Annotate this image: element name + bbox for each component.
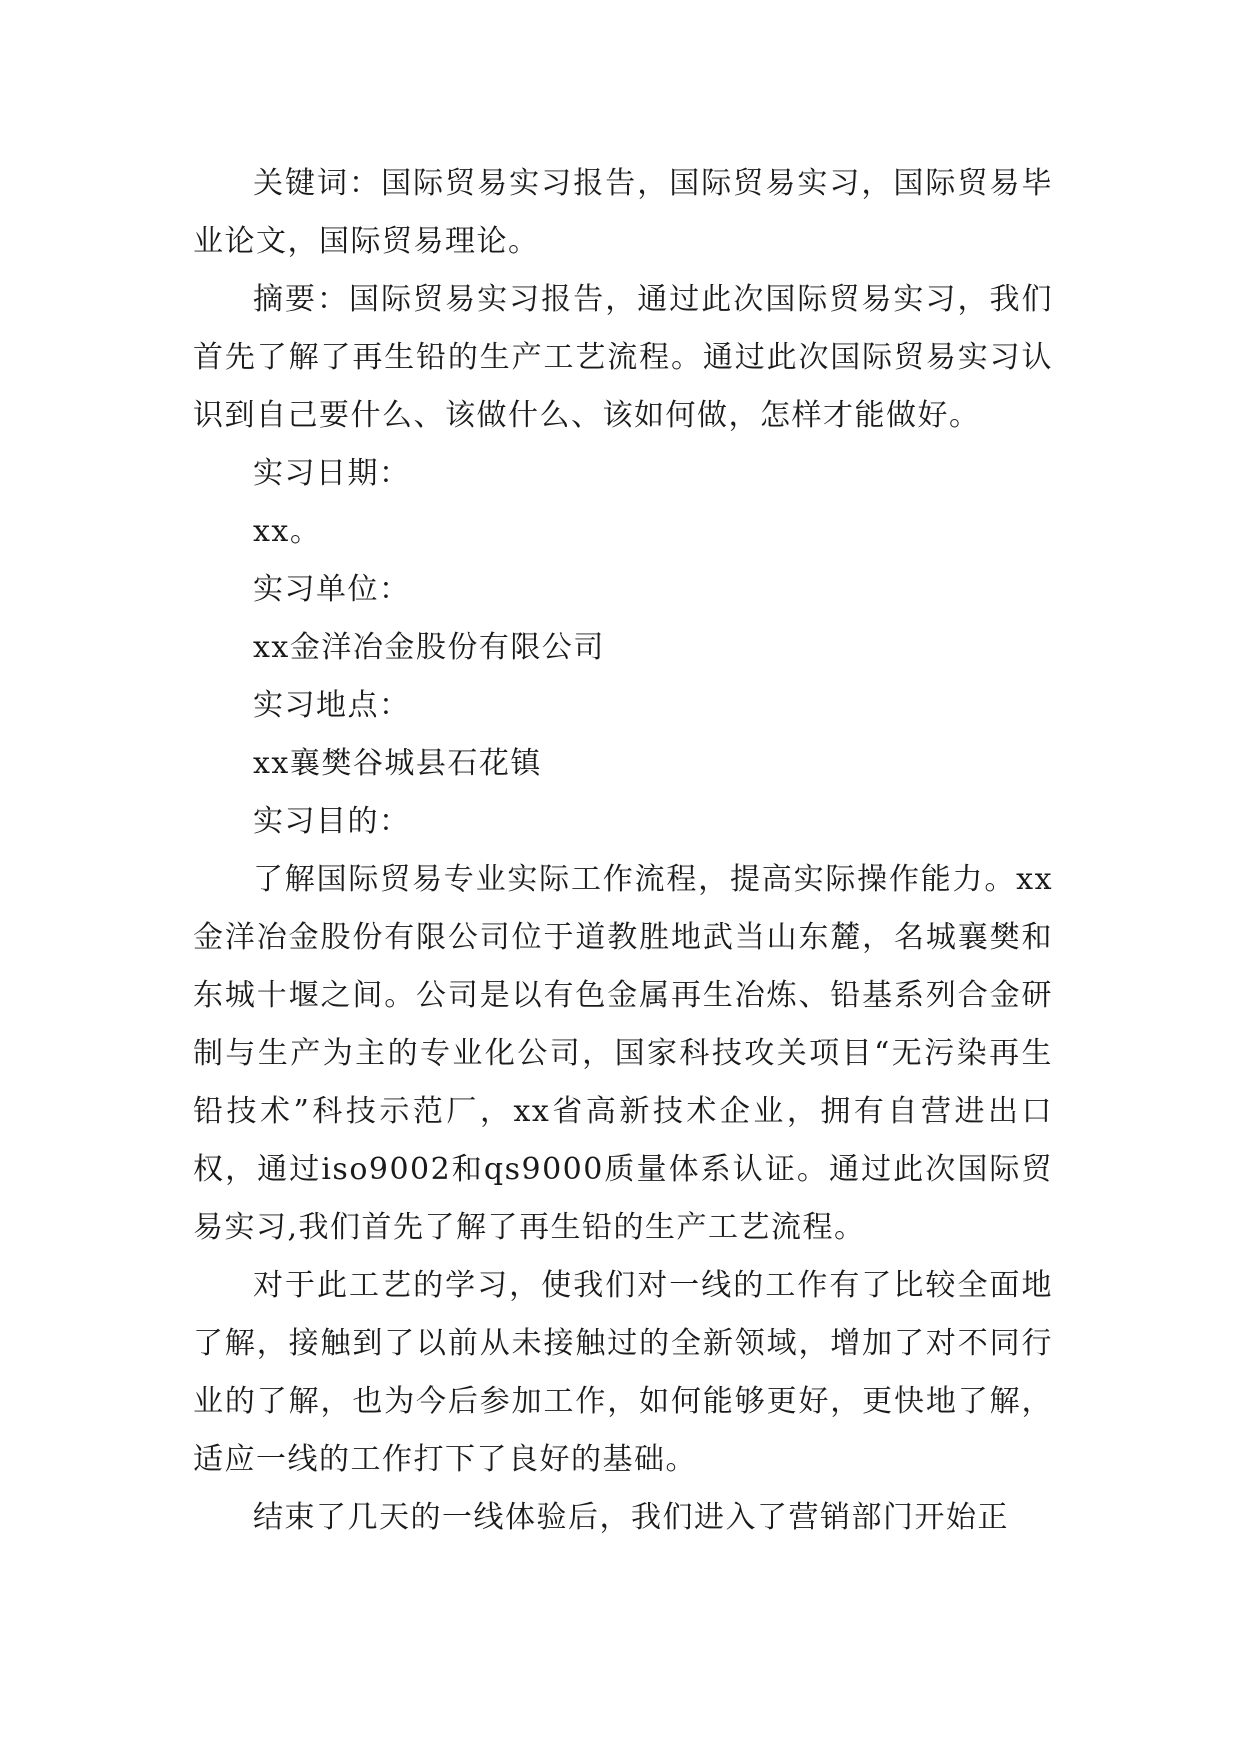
date-value: xx。 <box>253 514 322 549</box>
abstract-paragraph: 摘要：国际贸易实习报告，通过此次国际贸易实习，我们首先了解了再生铅的生产工艺流程。通过此次国际贸易实习认识到自己要什么、该做什么、该如何做，怎样才能做好。 <box>193 282 1053 433</box>
location-label: 实习地点： <box>253 688 411 723</box>
body-paragraph-3: 结束了几天的一线体验后，我们进入了营销部门开始正 <box>253 1500 1009 1535</box>
unit-value: xx金洋冶金股份有限公司 <box>253 630 605 665</box>
purpose-label: 实习目的： <box>253 804 411 839</box>
location-value: xx襄樊谷城县石花镇 <box>253 746 542 781</box>
keywords-paragraph: 关键词：国际贸易实习报告，国际贸易实习，国际贸易毕业论文，国际贸易理论。 <box>193 166 1053 259</box>
body-paragraph-1: 了解国际贸易专业实际工作流程，提高实际操作能力。xx金洋冶金股份有限公司位于道教胜地武当山东麓，名城襄樊和东城十堰之间。公司是以有色金属再生冶炼、铅基系列合金研制与生产为主的专业化公司，国家科技攻关项目“无污染再生铅技术”科技示范厂，xx省高新技术企业，拥有自营进出口权，通过iso9002和qs9000质量体系认证。通过此次国际贸易实习,我们首先了解了再生铅的生产工艺流程。 <box>193 862 1053 1245</box>
body-paragraph-2: 对于此工艺的学习，使我们对一线的工作有了比较全面地了解，接触到了以前从未接触过的全新领域，增加了对不同行业的了解，也为今后参加工作，如何能够更好，更快地了解，适应一线的工作打下了良好的基础。 <box>193 1268 1053 1477</box>
date-label: 实习日期： <box>253 456 411 491</box>
unit-label: 实习单位： <box>253 572 411 607</box>
document-page <box>193 155 1053 1547</box>
